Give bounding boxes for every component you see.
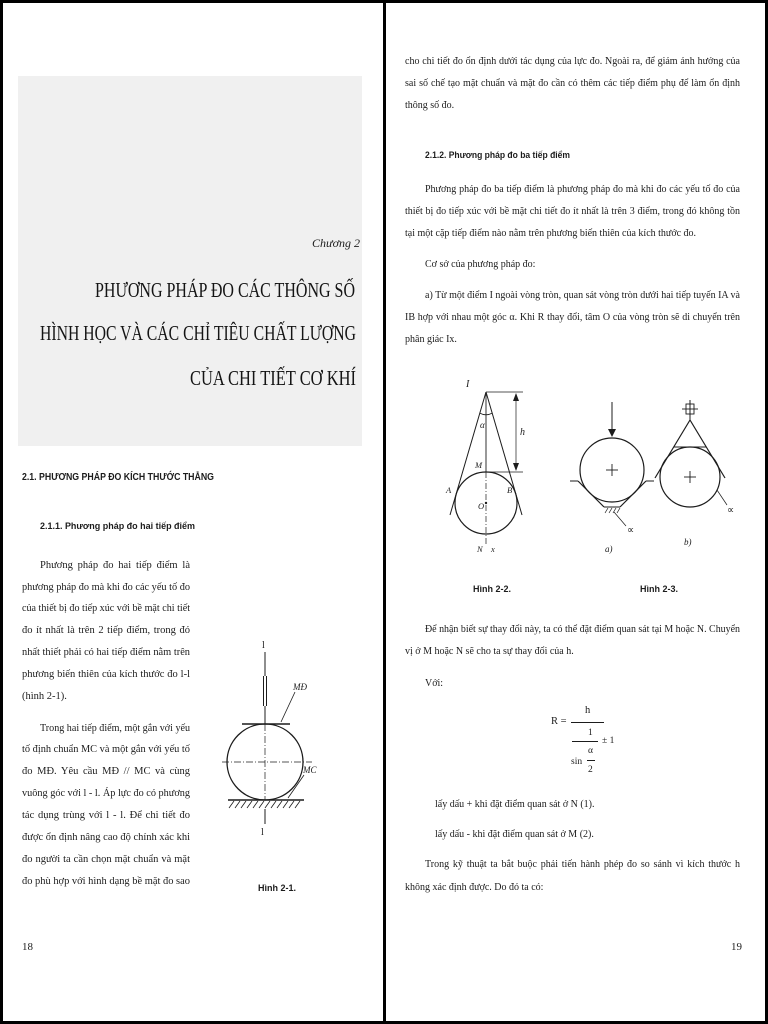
paragraph-line: đo MĐ. Yêu cầu MĐ // MC và cùng — [22, 766, 190, 777]
paragraph-line: được ổn định nâng cao độ chính xác khi — [22, 832, 190, 843]
paragraph-line: cho chi tiết đo ổn định dưới tác dụng của lực đo. Ngoài ra, để giảm ảnh hưởng của — [405, 56, 740, 67]
chapter-title-line: CỦA CHI TIẾT CƠ KHÍ — [190, 366, 356, 390]
with-label: Với: — [425, 678, 444, 689]
figure-caption: Hình 2-2. — [473, 584, 512, 594]
paragraph-line: Để nhận biết sự thay đổi này, ta có thể đặt điểm quan sát tại M hoặc N. Chuyển — [425, 624, 740, 635]
formula-angle-divisor: 2 — [588, 765, 593, 775]
paragraph-line: (hình 2-1). — [22, 691, 67, 702]
paragraph-line: Trong kỹ thuật ta bắt buộc phải tiến hành phép đo so sánh vì kích thước h — [425, 859, 741, 870]
subsection-heading: 2.1.2. Phương pháp đo ba tiếp điểm — [425, 150, 571, 161]
paragraph-line: tại một cặp tiếp điểm nào nằm trên phương biến thiên của kích thước đo. — [405, 228, 697, 239]
paragraph-line: vuông góc với l - l. Áp lực đo có phương — [22, 788, 190, 799]
figure-label-x: x — [491, 544, 495, 554]
paragraph-line: phân giác Ix. — [405, 334, 457, 345]
figure-label-mc: MC — [303, 765, 317, 775]
figure-label-b: B — [507, 485, 513, 495]
formula-numerator: h — [585, 705, 591, 716]
formula-angle: α — [588, 746, 593, 756]
paragraph-line: vị ở M hoặc N sẽ cho ta sự thay đổi của h. — [405, 646, 574, 657]
chapter-label: Chương 2 — [312, 236, 360, 250]
paragraph-line: đo ít nhất là trên 2 tiếp điểm, trong đó — [22, 625, 191, 636]
page-number: 18 — [22, 941, 33, 953]
page-number: 19 — [731, 941, 742, 953]
sign-rule-plus: lấy dấu + khi đặt điểm quan sát ở N (1). — [435, 799, 595, 810]
figure-label-o: O — [478, 501, 485, 511]
paragraph-line: không xác định được. Do đó ta có: — [405, 882, 544, 893]
figure-label-alpha-b: ∝ — [727, 505, 735, 516]
section-heading: 2.1. PHƯƠNG PHÁP ĐO KÍCH THƯỚC THẲNG — [22, 472, 214, 483]
paragraph-line: a) Từ một điểm I ngoài vòng tròn, quan sát vòng tròn dưới hai tiếp tuyến IA và — [425, 290, 740, 301]
figure-caption: Hình 2-3. — [640, 584, 679, 594]
figure-label-a: A — [446, 485, 452, 495]
formula-sin: sin — [571, 757, 583, 767]
paragraph-line: tác dụng trùng với l - l. Để chi tiết đo — [22, 810, 191, 821]
paragraph-line: đo phù hợp với hình dạng bề mặt đo sao — [22, 876, 190, 887]
figure-label-m: M — [475, 460, 483, 470]
paragraph-line: thông số đo. — [405, 100, 455, 111]
paragraph-line: phương biến thiên của kích thước đo l-l — [22, 669, 190, 680]
chapter-title-line: PHƯƠNG PHÁP ĐO CÁC THÔNG SỐ — [95, 278, 356, 302]
paragraph-line: Phương pháp đo hai tiếp điểm là — [40, 560, 191, 571]
paragraph-line: nhất thiết phải có hai tiếp điểm nằm trên — [22, 647, 191, 658]
paragraph-line: Trong hai tiếp điểm, một gắn với yếu — [40, 723, 191, 734]
figure-label-l-top: l — [262, 640, 265, 651]
figure-label-b: b) — [684, 537, 692, 547]
figure-caption: Hình 2-1. — [258, 883, 297, 893]
chapter-title-line: HÌNH HỌC VÀ CÁC CHỈ TIÊU CHẤT LƯỢNG — [40, 321, 356, 345]
paragraph-line: của thiết bị đo tiếp xúc với bề mặt chi tiết — [22, 603, 190, 614]
figure-label-a: a) — [605, 544, 613, 554]
sign-rule-minus: lấy dấu - khi đặt điểm quan sát ở M (2). — [435, 829, 594, 840]
figure-label-md: MĐ — [293, 682, 307, 692]
figure-label-h: h — [520, 427, 525, 438]
paragraph-line: đo người ta cần chọn mặt chuẩn và mặt — [22, 854, 190, 865]
figure-label-i: I — [466, 379, 470, 390]
figure-label-alpha-a: ∝ — [627, 525, 635, 536]
paragraph-line: sai số chế tạo mặt chuẩn và mặt đo cần có thêm các tiếp điểm phụ để làm ổn định — [405, 78, 740, 89]
formula-pm-term: ± 1 — [602, 736, 615, 746]
basis-intro: Cơ sở của phương pháp đo: — [425, 259, 536, 270]
paragraph-line: Phương pháp đo ba tiếp điểm là phương pháp đo mà khi đo các yếu tố đo của — [425, 184, 740, 195]
subsection-heading: 2.1.1. Phương pháp đo hai tiếp điểm — [40, 521, 196, 532]
figure-label-n: N — [477, 544, 483, 554]
figure-label-alpha: α — [480, 420, 485, 430]
figure-label-l-bottom: l — [261, 827, 264, 838]
paragraph-line: IB hợp với nhau một góc α. Khi R thay đổi, tâm O của vòng tròn sẽ di chuyển trên — [405, 312, 740, 323]
paragraph-line: thiết bị đo tiếp xúc với bề mặt chi tiết đo ít nhất là trên 3 điểm, trong đó không tồn — [405, 206, 740, 217]
formula-inner-numerator: 1 — [588, 728, 593, 738]
formula-lhs: R = — [551, 716, 567, 727]
paragraph-line: phương pháp đo mà khi đo các yếu tố đo — [22, 582, 191, 593]
paragraph-line: tố định chuẩn MC và một gắn với yếu tố — [22, 744, 190, 755]
